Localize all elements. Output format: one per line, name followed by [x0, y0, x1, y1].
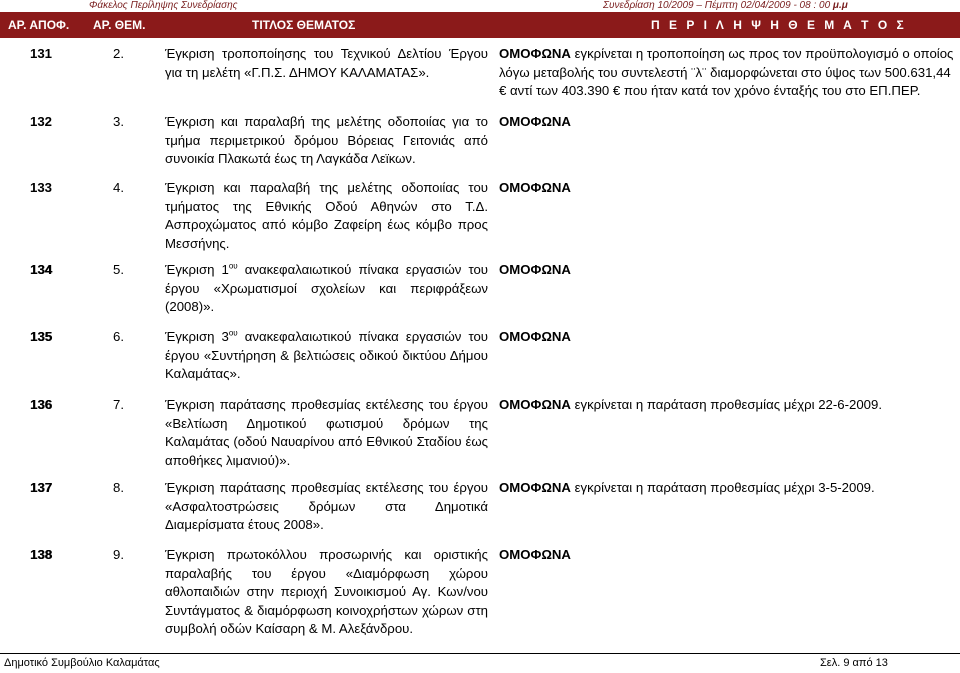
decision-number: 135 — [30, 329, 53, 344]
session-suffix: μ.μ — [832, 0, 848, 11]
header-title: ΤΙΤΛΟΣ ΘΕΜΑΤΟΣ — [252, 18, 356, 32]
item-number: 4. — [113, 180, 124, 195]
table-header — [0, 12, 960, 38]
item-number: 6. — [113, 329, 124, 344]
decision-verdict: ΟΜΟΦΩΝΑ — [499, 547, 571, 562]
decision-text: εγκρίνεται η παράταση προθεσμίας μέχρι 3-5-2009. — [570, 480, 875, 495]
item-title: Έγκριση παράτασης προθεσμίας εκτέλεσης του έργου «Ασφαλτοστρώσεις δρόμων στα Δημοτικά Διαμερίσματα έτους 2008». — [165, 480, 488, 532]
decision-number: 136 — [30, 397, 53, 412]
total-pages: 13 — [875, 657, 888, 669]
title-end: ανακεφαλαιωτικού πίνακα εργασιών του έργου «Συντήρηση & βελτιώσεις οδικού δικτύου Δήμου Καλαμάτας». — [165, 329, 489, 381]
item-number: 5. — [113, 262, 124, 277]
page-running-header — [0, 0, 960, 12]
decision-verdict: ΟΜΟΦΩΝΑ — [499, 46, 571, 61]
decision-verdict: ΟΜΟΦΩΝΑ — [499, 397, 571, 412]
item-decision — [499, 113, 954, 132]
item-title: Έγκριση πρωτοκόλλου προσωρινής και οριστικής παραλαβής του έργου «Διαμόρφωση χώρου αθλοπαιδιών στην περιοχή Συνοικισμού Αγ. Κων/νου Συντάγματος & διαμόρφωση κοινοχρήστων χώρων στη συμβολή οδών Καίσαρη & Μ. Αλεξάνδρου. — [165, 547, 488, 636]
item-number: 8. — [113, 480, 124, 495]
footer-page-number — [820, 656, 888, 670]
footer-divider — [0, 653, 960, 654]
decision-number: 131 — [30, 46, 53, 61]
item-number: 2. — [113, 46, 124, 61]
header-decision-number: ΑΡ. ΑΠΟΦ. — [8, 18, 70, 32]
decision-verdict: ΟΜΟΦΩΝΑ — [499, 329, 571, 344]
item-decision — [499, 396, 954, 415]
decision-number: 132 — [30, 114, 53, 129]
decision-text: εγκρίνεται η παράταση προθεσμίας μέχρι 22-6-2009. — [570, 397, 883, 412]
decision-verdict: ΟΜΟΦΩΝΑ — [499, 180, 571, 195]
item-decision — [499, 479, 954, 498]
item-title: Έγκριση και παραλαβή της μελέτης οδοποιίας για το τμήμα περιμετρικού δρόμου Βόρειας Γειτονιάς από συνοικία Πλακωτά έως τη Λαγκάδα Λεϊκων. — [165, 114, 488, 166]
session-label — [603, 0, 848, 12]
item-decision — [499, 328, 954, 347]
item-decision — [499, 45, 954, 101]
footer-council-name: Δημοτικό Συμβούλιο Καλαμάτας — [4, 657, 160, 669]
header-item-number: ΑΡ. ΘΕΜ. — [93, 18, 146, 32]
item-decision — [499, 179, 954, 198]
decision-number: 137 — [30, 480, 53, 495]
decision-number: 134 — [30, 262, 53, 277]
item-title: Έγκριση και παραλαβή της μελέτης οδοποιίας του τμήματος της Εθνικής Οδού Αθηνών στο Τ.Δ. Ασπροχώματος από κόμβο Ζαφείρη έως κόμβο προς Μεσσήνης. — [165, 180, 488, 251]
decision-verdict: ΟΜΟΦΩΝΑ — [499, 262, 571, 277]
decision-verdict: ΟΜΟΦΩΝΑ — [499, 480, 571, 495]
decision-number: 133 — [30, 180, 53, 195]
item-title: Έγκριση παράτασης προθεσμίας εκτέλεσης του έργου «Βελτίωση Δημοτικού φωτισμού δρόμων της Καλαμάτας (οδού Ναυαρίνου από Εθνικού Σταδίου έως αποθήκες λιμανιού)». — [165, 397, 488, 468]
ordinal-suffix: ου — [228, 328, 238, 338]
session-text: Συνεδρίαση 10/2009 – Πέμπτη 02/04/2009 - 08 : 00 — [603, 0, 831, 11]
title-start: Έγκριση 3 — [165, 329, 229, 344]
item-title — [165, 328, 488, 384]
item-title — [165, 261, 488, 317]
header-summary: Π Ε Ρ Ι Λ Η Ψ Η Θ Ε Μ Α Τ Ο Σ — [651, 18, 907, 32]
title-start: Έγκριση 1 — [165, 262, 229, 277]
item-decision — [499, 546, 954, 565]
title-end: ανακεφαλαιωτικού πίνακα εργασιών του έργου «Χρωματισμοί σχολείων και περιφράξεων (2008)». — [165, 262, 489, 314]
ordinal-suffix: ου — [228, 261, 238, 271]
decision-verdict: ΟΜΟΦΩΝΑ — [499, 114, 571, 129]
item-title: Έγκριση τροποποίησης του Τεχνικού Δελτίου Έργου για τη μελέτη «Γ.Π.Σ. ΔΗΜΟΥ ΚΑΛΑΜΑΤΑΣ». — [165, 46, 488, 80]
decision-text: εγκρίνεται η τροποποίηση ως προς τον προϋπολογισμό ο οποίος λόγω μεταβολής του συντελεστή ¨λ¨ διαμορφώνεται στο ύψος των 500.631,44 € αντί των 403.390 € που ήταν κατά τον χρόνο ένταξής του στο ΕΠ.ΠΕΡ. — [499, 46, 954, 98]
page-prefix: Σελ. — [820, 657, 844, 669]
current-page: 9 — [843, 657, 850, 669]
decision-number: 138 — [30, 547, 53, 562]
item-number: 7. — [113, 397, 124, 412]
document-label: Φάκελος Περίληψης Συνεδρίασης — [89, 0, 238, 11]
item-decision — [499, 261, 954, 280]
item-number: 3. — [113, 114, 124, 129]
item-number: 9. — [113, 547, 124, 562]
page-separator: από — [849, 657, 876, 669]
